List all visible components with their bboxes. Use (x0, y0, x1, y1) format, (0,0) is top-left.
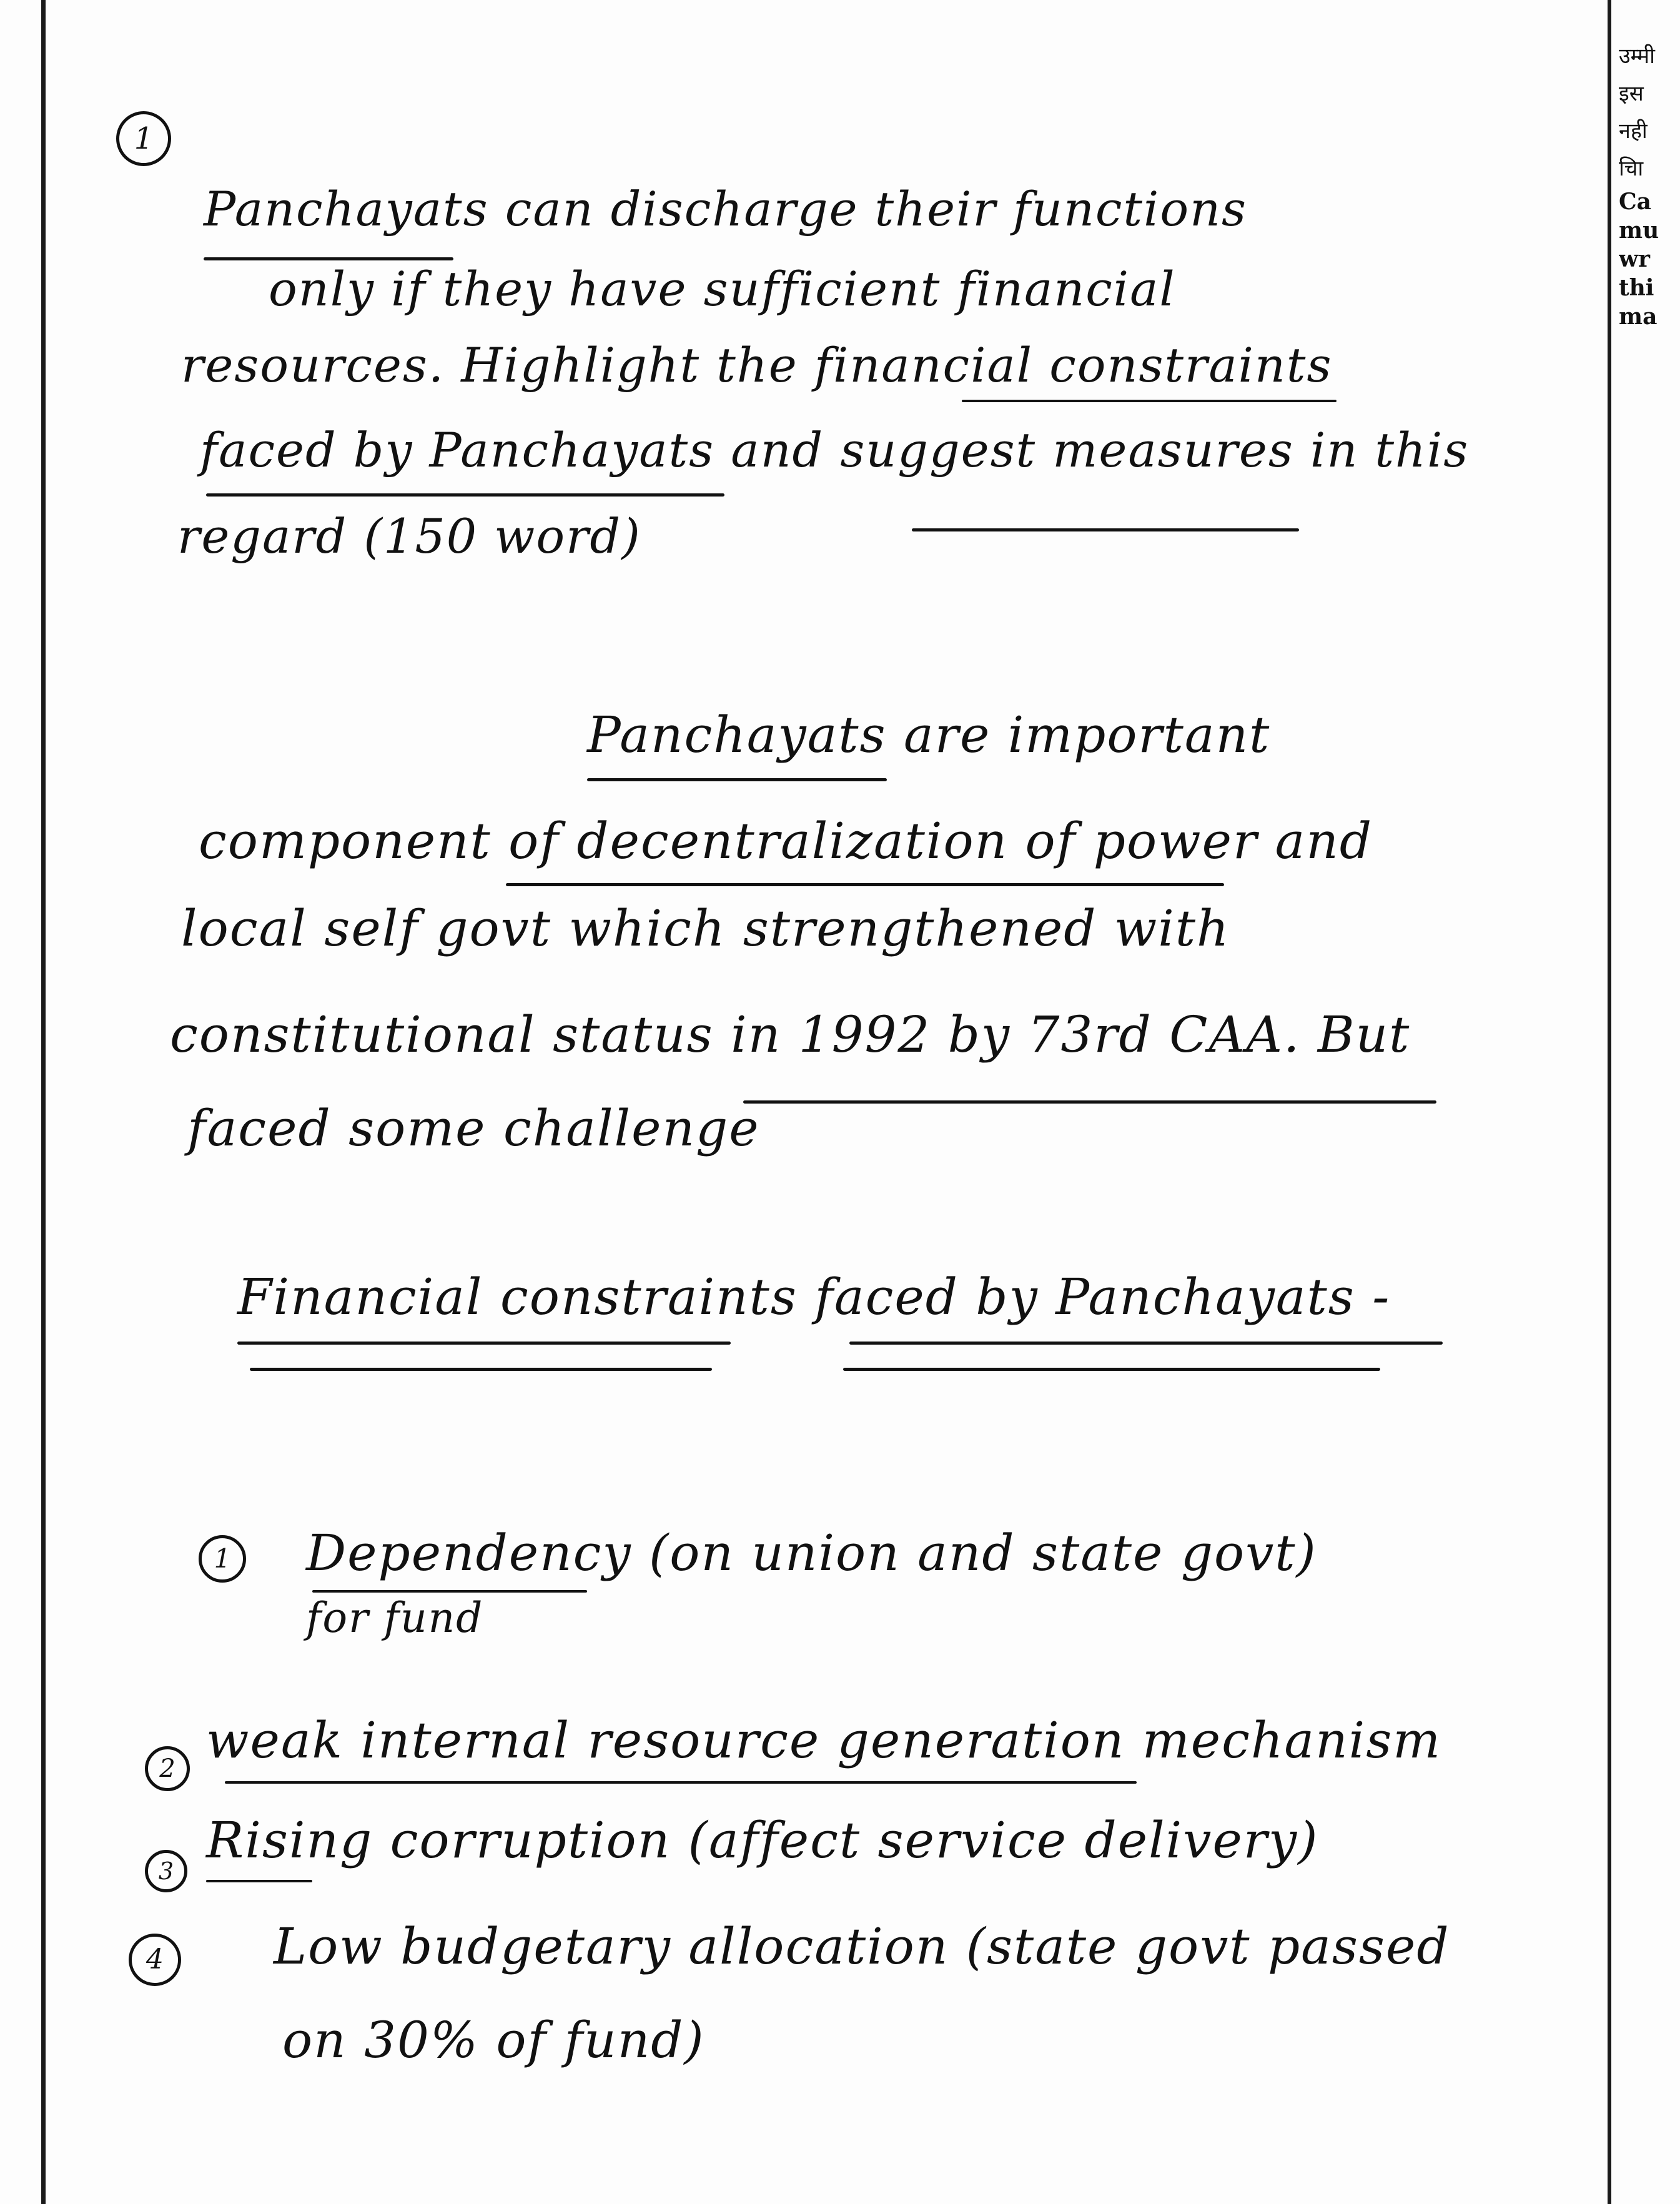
side-margin-instructions (1619, 37, 1680, 331)
point-1-number: 1 (199, 1535, 246, 1583)
heading-underline-2b (843, 1368, 1380, 1371)
point-1-subtext: for fund (306, 1594, 484, 1642)
intro-line-3: local self govt which strengthened with (181, 899, 1230, 957)
intro-line-1: Panchayats are important (587, 706, 1271, 764)
point-4-subtext: on 30% of fund) (282, 2011, 705, 2069)
point-1-text: Dependency (on union and state govt) (306, 1524, 1317, 1582)
side-line-3: नही (1619, 119, 1648, 144)
underline-question-suggest (912, 528, 1299, 531)
intro-line-2: component of decentralization of power and (199, 812, 1373, 870)
right-margin-rule (1608, 0, 1611, 2204)
side-line-5: Ca (1619, 189, 1651, 215)
side-line-8: thi (1619, 275, 1654, 301)
heading-underline-2a (849, 1342, 1443, 1345)
underline-intro-1992 (743, 1100, 1436, 1104)
point-2-text: weak internal resource generation mechanism (206, 1711, 1442, 1769)
question-line-1: Panchayats can discharge their functions (204, 181, 1248, 237)
question-number: 1 (116, 111, 171, 166)
question-line-3: resources. Highlight the financial constraints (181, 337, 1333, 393)
heading-underline-1a (237, 1342, 731, 1345)
intro-line-5: faced some challenge (187, 1099, 760, 1157)
point-4-number: 4 (129, 1934, 181, 1986)
side-line-4: चाि (1619, 156, 1644, 181)
question-line-5: regard (150 word) (177, 508, 641, 564)
underline-question-constraints (962, 400, 1337, 402)
side-line-9: ma (1619, 304, 1658, 330)
heading-underline-1b (250, 1368, 712, 1371)
left-margin-line (41, 0, 46, 2204)
underline-dependency (312, 1590, 587, 1593)
underline-intro-panchayats (587, 778, 887, 781)
underline-rising (206, 1880, 312, 1882)
underline-question-faced (206, 493, 724, 497)
side-line-2: इस (1619, 81, 1644, 106)
section-heading: Financial constraints faced by Panchayats - (237, 1268, 1391, 1326)
question-line-4: faced by Panchayats and suggest measures in this (200, 422, 1470, 478)
intro-line-4: constitutional status in 1992 by 73rd CAA. But (170, 1006, 1411, 1064)
underline-weak-internal (225, 1781, 1137, 1784)
underline-question-panchayats (204, 257, 453, 260)
point-2-number: 2 (145, 1746, 190, 1791)
question-line-2: only if they have sufficient financial (269, 261, 1176, 317)
side-line-6: mu (1619, 217, 1659, 244)
point-3-text: Rising corruption (affect service delivery) (206, 1811, 1319, 1869)
point-4-text: Low budgetary allocation (state govt passed (274, 1917, 1450, 1975)
side-line-7: wr (1619, 246, 1650, 272)
side-line-1: उम्मी (1619, 44, 1655, 69)
underline-intro-decentralization (506, 883, 1224, 886)
point-3-number: 3 (145, 1850, 187, 1892)
